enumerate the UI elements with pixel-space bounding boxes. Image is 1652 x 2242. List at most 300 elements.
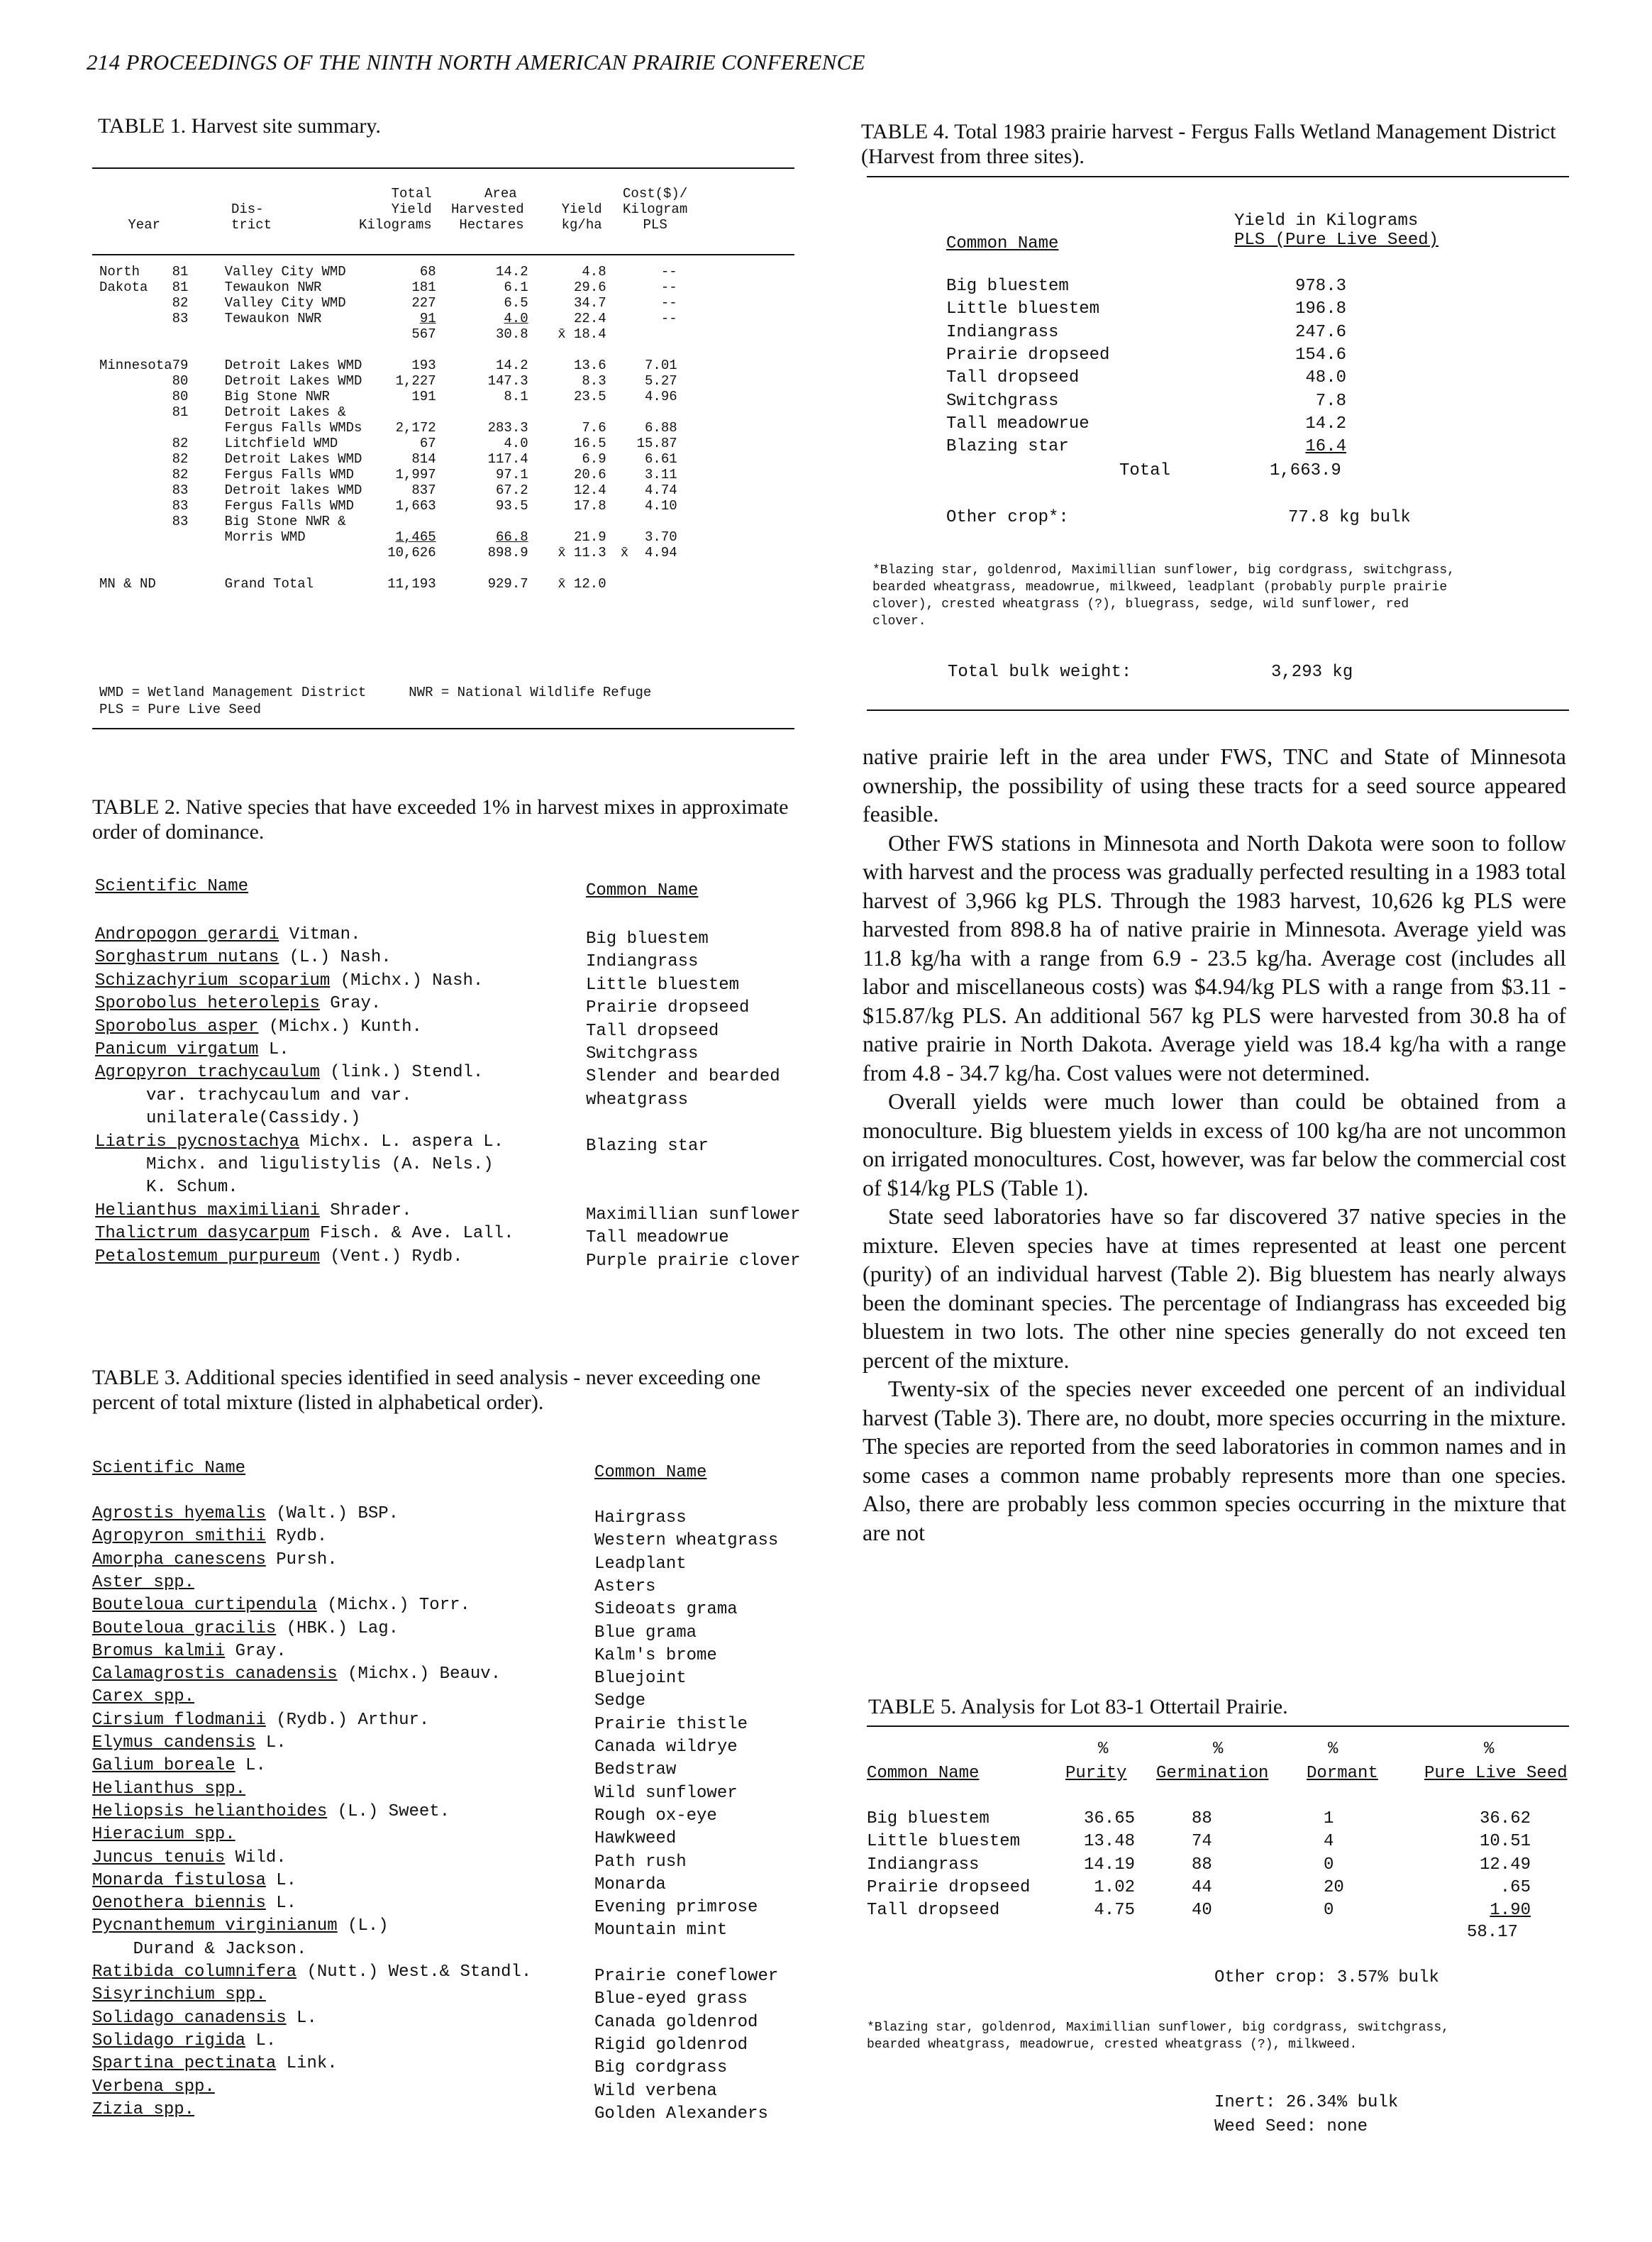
common-name: Big cordgrass	[594, 2058, 728, 2078]
authority: L.	[265, 1870, 297, 1890]
table4-bulk-label: Total bulk weight:	[948, 663, 1132, 682]
authority: Fisch. & Ave. Lall.	[309, 1224, 514, 1244]
table1-cell: 83	[172, 482, 189, 498]
table4-bulk-value: 3,293 kg	[1271, 663, 1353, 682]
table5-top-rule	[867, 1725, 1569, 1727]
paragraph: Twenty-six of the species never exceeded one percent of an individual harvest (Table 3). There are, no doubt, more species occurring in the mixture. The species are reported from the seed laboratories in common names and in some cases a common name probably represents more than one species. Also, there are probably less common species occurring in the mixture that are not	[863, 1376, 1566, 1545]
common-name: wheatgrass	[586, 1090, 689, 1110]
table5-cell: 1	[1324, 1809, 1334, 1828]
table2-row	[95, 1155, 494, 1174]
table5-cell: 12.49	[1479, 1855, 1531, 1874]
table1-cell: Grand Total	[224, 576, 314, 592]
table2-row	[95, 1017, 422, 1037]
table1-cell: 83	[172, 514, 189, 529]
table5-col-common: Common Name	[867, 1764, 980, 1783]
table1-cell: --	[660, 295, 677, 311]
table1-cell: 30.8	[496, 326, 528, 342]
table1-cell: 97.1	[496, 467, 528, 482]
table1-cell: 1,465	[395, 529, 436, 545]
table1-cell: 283.3	[487, 420, 528, 436]
scientific-name: Juncus tenuis	[92, 1848, 226, 1867]
table1-cell	[99, 389, 172, 404]
table1-cell	[436, 560, 528, 576]
common-name: Tall meadowrue	[586, 1228, 729, 1248]
table1-cell: 83	[172, 498, 189, 514]
table1-row	[99, 264, 684, 280]
table1-row	[99, 436, 684, 451]
table5-pct: %	[1098, 1740, 1109, 1759]
table5-cell: 14.19	[1083, 1855, 1135, 1874]
table1-cell: 6.61	[645, 451, 677, 467]
table1-cell: 67.2	[496, 482, 528, 498]
table3-row	[92, 1916, 389, 1935]
table2-row	[95, 1224, 514, 1243]
table2-row	[95, 1201, 411, 1220]
table3-row	[92, 1894, 296, 1913]
authority: L.	[286, 2008, 317, 2028]
scientific-name: Zizia spp.	[92, 2099, 195, 2119]
table5-cell: 0	[1324, 1855, 1334, 1874]
table1-cell: 3.11	[645, 467, 677, 482]
table1-cell: 6.9	[582, 451, 606, 467]
scientific-name: Petalostemum purpureum	[95, 1247, 320, 1266]
table1-cell: 1,227	[395, 373, 436, 389]
table4-total-value: 1,663.9	[1270, 461, 1341, 480]
table1-cell: Tewaukon NWR	[224, 311, 322, 326]
table5-cell: 88	[1192, 1855, 1212, 1874]
table5-inert: Inert: 26.34% bulk	[1214, 2093, 1399, 2112]
authority: L.	[265, 1894, 297, 1914]
common-name: Canada wildrye	[594, 1738, 738, 1757]
table1-cell: --	[660, 311, 677, 326]
table1-cell	[99, 342, 172, 358]
table3-row	[92, 1985, 266, 2004]
authority: Pursh.	[265, 1550, 338, 1569]
table1-cell: 10,626	[387, 545, 436, 560]
table1-cell: --	[660, 264, 677, 280]
scientific-name: Amorpha canescens	[92, 1550, 266, 1569]
table5-cell: 0	[1324, 1901, 1334, 1921]
table2-row	[95, 1132, 504, 1152]
table1-row	[99, 373, 684, 389]
authority: (Walt.) BSP.	[265, 1504, 399, 1523]
table2-row	[95, 1086, 411, 1105]
table1-cell	[528, 342, 606, 358]
table1-cell: 191	[411, 389, 436, 404]
table4-common-name: Prairie dropseed	[946, 345, 1110, 365]
table4-col-common: Common Name	[946, 234, 1059, 253]
authority: (Michx.) Nash.	[330, 971, 484, 990]
table3-row	[92, 1779, 245, 1799]
authority: (Vent.) Rydb.	[319, 1247, 463, 1266]
table2-row	[95, 948, 392, 967]
running-head: 214 PROCEEDINGS OF THE NINTH NORTH AMERICAN PRAIRIE CONFERENCE	[87, 50, 865, 74]
table5-footnote: *Blazing star, goldenrod, Maximillian sunflower, big cordgrass, switchgrass, bearded wheatgrass, meadowrue, crested wheatgrass (?), milkweed.	[867, 2021, 1449, 2052]
table1-cell: Detroit lakes WMD	[224, 482, 362, 498]
table5-cell: 10.51	[1479, 1832, 1531, 1852]
table5-pls-total: 58.17	[1467, 1923, 1519, 1942]
table3-row	[92, 2100, 194, 2119]
scientific-name: Thalictrum dasycarpum	[95, 1224, 310, 1244]
table3-row	[92, 2009, 317, 2028]
table1-cell: 8.1	[504, 389, 528, 404]
table1-cell: Detroit Lakes WMD	[224, 373, 362, 389]
scientific-name: Spartina pectinata	[92, 2054, 277, 2074]
table1-cell	[365, 560, 436, 576]
table1-cell: 21.9	[574, 529, 606, 545]
table1-cell: 6.1	[504, 280, 528, 295]
authority: Michx. L. aspera L.	[299, 1132, 504, 1152]
table1-cell: 1,663	[395, 498, 436, 514]
table4-yield-value: 154.6	[1295, 345, 1346, 365]
table1-cell: 1,997	[395, 467, 436, 482]
table1-cell: x̄ 11.3	[558, 545, 606, 560]
table5-other-crop: Other crop: 3.57% bulk	[1214, 1968, 1439, 1987]
table1-cell: 81	[172, 280, 189, 295]
table1-cell	[436, 514, 528, 529]
table1-row	[99, 420, 684, 436]
common-name: Bluejoint	[594, 1669, 687, 1689]
scientific-name: Agropyron smithii	[92, 1527, 266, 1547]
common-name: Prairie coneflower	[594, 1967, 779, 1986]
table1-cell: x̄ 18.4	[558, 326, 606, 342]
table1-cell	[99, 482, 172, 498]
authority: Vitman.	[279, 925, 361, 944]
table1-cell: 80	[172, 389, 189, 404]
common-name: Slender and bearded	[586, 1067, 780, 1087]
table5-cell: .65	[1499, 1877, 1531, 1897]
table1-cell	[216, 545, 365, 560]
authority: (L.) Sweet.	[327, 1801, 450, 1821]
table4-yield-value: 196.8	[1295, 299, 1346, 319]
table1-header-rule	[92, 254, 794, 255]
table1-cell: Litchfield WMD	[224, 436, 338, 451]
table5-cell: Prairie dropseed	[867, 1877, 1031, 1897]
table5-cell: 36.65	[1083, 1809, 1135, 1828]
table1-cell: 181	[411, 280, 436, 295]
table4-common-name: Little bluestem	[946, 299, 1100, 319]
table1-cell: 837	[411, 482, 436, 498]
table1-cell: 4.8	[582, 264, 606, 280]
common-name: Prairie thistle	[594, 1714, 748, 1734]
table5-cell: 1.90	[1490, 1901, 1531, 1921]
paragraph: native prairie left in the area under FWS, TNC and State of Minnesota ownership, the possibility of using these tracts for a seed source appeared feasible.	[863, 744, 1566, 827]
table3-row	[92, 1871, 296, 1890]
table5-cell: 44	[1192, 1877, 1212, 1897]
scientific-name: Panicum virgatum	[95, 1040, 259, 1059]
table5-col-germination: Germination	[1156, 1764, 1269, 1783]
authority: (Michx.) Kunth.	[258, 1017, 422, 1037]
table5-pct: %	[1213, 1740, 1224, 1759]
scientific-name: Solidago canadensis	[92, 2008, 287, 2028]
common-name: Hawkweed	[594, 1829, 677, 1849]
table1-cell: 81	[172, 264, 189, 280]
scientific-name: Agropyron trachycaulum	[95, 1063, 320, 1083]
authority: (Nutt.) West.& Standl.	[296, 1962, 532, 1982]
table5-cell: 1.02	[1094, 1877, 1135, 1897]
table1-row	[99, 467, 684, 482]
table5-caption: TABLE 5. Analysis for Lot 83-1 Ottertail Prairie.	[868, 1695, 1288, 1718]
table5-col-pls: Pure Live Seed	[1424, 1764, 1568, 1783]
table1-cell	[216, 342, 365, 358]
table1-cell	[99, 451, 172, 467]
table1-cell	[216, 326, 365, 342]
table1-cell: 4.0	[504, 311, 528, 326]
scientific-name: Oenothera biennis	[92, 1894, 266, 1914]
common-name: Blue grama	[594, 1623, 697, 1642]
table1-bottom-rule	[92, 728, 794, 729]
table1-cell: MN & ND	[99, 576, 156, 592]
table2-row	[95, 971, 483, 990]
authority: Gray.	[225, 1641, 287, 1661]
table1-row	[99, 545, 684, 560]
body-text	[863, 742, 1566, 1547]
table1-cell: 80	[172, 373, 189, 389]
authority: L.	[235, 1756, 266, 1776]
scientific-name: Bouteloua gracilis	[92, 1618, 277, 1638]
common-name: Path rush	[594, 1852, 687, 1872]
table5-cell: Little bluestem	[867, 1832, 1021, 1852]
table1-cell	[99, 514, 172, 529]
table1-row	[99, 529, 684, 545]
common-name: Maximillian sunflower	[586, 1205, 801, 1225]
authority: Link.	[276, 2054, 338, 2074]
table1-cell: Minnesota	[99, 358, 172, 373]
common-name: Switchgrass	[586, 1044, 699, 1064]
common-name: Blue-eyed grass	[594, 1989, 748, 2009]
common-name: Prairie dropseed	[586, 998, 750, 1018]
table1-row	[99, 326, 684, 342]
table1-cell: Tewaukon NWR	[224, 280, 322, 295]
authority: (L.) Nash.	[279, 948, 392, 968]
authority: (HBK.) Lag.	[276, 1618, 399, 1638]
table2-row	[95, 994, 381, 1013]
table1-cell: Fergus Falls WMD	[224, 467, 355, 482]
table1-row	[99, 295, 684, 311]
table1-caption: TABLE 1. Harvest site summary.	[98, 114, 381, 138]
table1-cell	[606, 560, 684, 576]
table1-cell: Fergus Falls WMDs	[224, 420, 362, 436]
table4-yield-value: 7.8	[1315, 391, 1346, 411]
table3-row	[92, 1802, 450, 1821]
table1-cell: 15.87	[636, 436, 677, 451]
table1-cell: 68	[419, 264, 436, 280]
common-name: Big bluestem	[586, 929, 709, 949]
table1-cell	[436, 342, 528, 358]
table1-footnotes: WMD = Wetland Management District NWR = National Wildlife Refuge PLS = Pure Live Seed	[99, 685, 652, 717]
scientific-name: Pycnanthemum virginianum	[92, 1916, 338, 1936]
table5-cell: 20	[1324, 1877, 1344, 1897]
table1-cell: 2,172	[395, 420, 436, 436]
paragraph: Other FWS stations in Minnesota and North Dakota were soon to follow with harvest and the process was gradually perfected resulting in a 1983 total harvest of 3,966 kg PLS. Through the 1983 harvest, 10,626 kg PLS were harvested from 898.8 ha of native prairie in Minnesota. Average yield was 11.8 kg/ha with a range from 6.9 - 23.5 kg/ha. Average cost (includes all labor and miscellaneous costs) was $4.94/kg PLS with a range from $3.11 - $15.87/kg PLS. An additional 567 kg PLS were harvested from 30.8 ha of native prairie in North Dakota. Average yield was 18.4 kg/ha with a range from 4.8 - 34.7 kg/ha. Cost values were not determined.	[863, 829, 1566, 1086]
table1-cell: Big Stone NWR	[224, 389, 330, 404]
common-name: Western wheatgrass	[594, 1531, 779, 1551]
table1-row	[99, 498, 684, 514]
scientific-name: Calamagrostis canadensis	[92, 1664, 338, 1684]
table1-cell: 3.70	[645, 529, 677, 545]
table3-row	[92, 1940, 306, 1959]
table1-cell	[99, 467, 172, 482]
authority: Wild.	[225, 1848, 287, 1867]
table1-cell: 227	[411, 295, 436, 311]
table3-row	[92, 2054, 338, 2073]
table1-cell	[99, 311, 172, 326]
table5-cell: Tall dropseed	[867, 1901, 1000, 1921]
table1-cell: 7.01	[645, 358, 677, 373]
table3-row	[92, 1642, 287, 1661]
table1-cell	[528, 560, 606, 576]
table1-cell	[606, 342, 684, 358]
common-name: Wild verbena	[594, 2081, 717, 2101]
table4-yield-value: 247.6	[1295, 322, 1346, 342]
authority: (Michx.) Beauv.	[337, 1664, 501, 1684]
common-name: Evening primrose	[594, 1898, 758, 1918]
table1-row	[99, 404, 684, 420]
common-name: Monarda	[594, 1874, 666, 1894]
table2-row	[95, 1247, 463, 1266]
table1-cell: 82	[172, 467, 189, 482]
table1-cell	[99, 295, 172, 311]
table1-cell	[606, 514, 684, 529]
scientific-name: Galium boreale	[92, 1756, 235, 1776]
table1-cell	[99, 498, 172, 514]
table1-cell: 83	[172, 311, 189, 326]
scientific-name: Helianthus spp.	[92, 1779, 246, 1799]
common-name: Purple prairie clover	[586, 1251, 801, 1271]
scientific-name: Bromus kalmii	[92, 1641, 226, 1661]
scientific-name: Heliopsis helianthoides	[92, 1801, 328, 1821]
table2-row	[95, 1178, 238, 1197]
authority: L.	[255, 1733, 287, 1752]
table1-cell: Big Stone NWR &	[224, 514, 346, 529]
table2-row	[95, 1063, 483, 1082]
table5-weed: Weed Seed: none	[1214, 2117, 1368, 2136]
table1-cell	[99, 420, 172, 436]
table4-common-name: Indiangrass	[946, 322, 1059, 342]
scientific-name: Bouteloua curtipendula	[92, 1596, 317, 1616]
table1-cell	[99, 326, 172, 342]
common-name: Golden Alexanders	[594, 2104, 768, 2124]
table1-cell	[99, 436, 172, 451]
table3-row	[92, 1573, 194, 1592]
table1-cell: 11,193	[387, 576, 436, 592]
table1-cell: x̄ 4.94	[620, 545, 677, 560]
table1-cell: 67	[419, 436, 436, 451]
common-name: Sedge	[594, 1691, 646, 1711]
scientific-name: Cirsium flodmanii	[92, 1710, 266, 1730]
table1-cell: 81	[172, 404, 189, 420]
table1-row	[99, 560, 684, 576]
scientific-name: Monarda fistulosa	[92, 1870, 266, 1890]
table3-row	[92, 1527, 327, 1546]
table5-cell: 4.75	[1094, 1901, 1135, 1921]
table5-col-dormant: Dormant	[1307, 1764, 1378, 1783]
authority: Shrader.	[319, 1200, 412, 1220]
table1-cell: x̄ 12.0	[558, 576, 606, 592]
scientific-name: Helianthus maximiliani	[95, 1200, 320, 1220]
table1-cell: 5.27	[645, 373, 677, 389]
table3-row	[92, 2077, 215, 2097]
table1-cell: 4.10	[645, 498, 677, 514]
scientific-name: Elymus candensis	[92, 1733, 256, 1752]
scientific-name: Verbena spp.	[92, 2077, 215, 2097]
table1-cell: 4.0	[504, 436, 528, 451]
paragraph: State seed laboratories have so far discovered 37 native species in the mixture. Eleven species have at times represented at least one percent (purity) of an individual harvest (Table 2). Big bluestem has nearly always been the dominant species. The percentage of Indiangrass has exceeded big bluestem in two lots. The other nine species generally do not exceed ten percent of the mixture.	[863, 1203, 1566, 1373]
table1-row	[99, 576, 684, 592]
table5-cell: 74	[1192, 1832, 1212, 1852]
authority: var. trachycaulum and var.	[95, 1086, 412, 1105]
table4-common-name: Tall meadowrue	[946, 414, 1090, 434]
common-name: Little bluestem	[586, 975, 740, 995]
authority: (Rydb.) Arthur.	[265, 1710, 430, 1730]
table1-cell	[172, 326, 216, 342]
common-name: Hairgrass	[594, 1508, 687, 1528]
table3-row	[92, 1962, 531, 1982]
table2-caption: TABLE 2. Native species that have exceeded 1% in harvest mixes in approximate order of dominance.	[92, 795, 789, 844]
table4-other-value: 77.8 kg bulk	[1288, 508, 1411, 527]
authority: Gray.	[319, 994, 382, 1014]
table4-other-label: Other crop*:	[946, 508, 1069, 527]
table1-cell: Detroit Lakes &	[224, 404, 346, 420]
table1-cell: 16.5	[574, 436, 606, 451]
table1-cell	[99, 404, 172, 420]
table4-common-name: Blazing star	[946, 437, 1069, 457]
table1-row	[99, 342, 684, 358]
table1-cell: 6.88	[645, 420, 677, 436]
authority: (L.)	[337, 1916, 389, 1936]
table1-cell: 7.6	[582, 420, 606, 436]
table1-cell	[606, 404, 684, 420]
scientific-name: Aster spp.	[92, 1572, 195, 1592]
authority: unilaterale(Cassidy.)	[95, 1109, 361, 1129]
table3-col-sci: Scientific Name	[92, 1459, 246, 1478]
table1-cell	[528, 404, 606, 420]
authority: (link.) Stendl.	[319, 1063, 484, 1083]
table2-row	[95, 1109, 360, 1128]
table2-col-sci: Scientific Name	[95, 877, 249, 896]
table1-cell: 13.6	[574, 358, 606, 373]
table3-row	[92, 1825, 235, 1844]
table1-cell: Valley City WMD	[224, 264, 346, 280]
common-name: Indiangrass	[586, 952, 699, 972]
table1-cell: 23.5	[574, 389, 606, 404]
table1-cell: 66.8	[496, 529, 528, 545]
scientific-name: Agrostis hyemalis	[92, 1504, 266, 1523]
table4-yield-value: 16.4	[1305, 437, 1346, 457]
table1-row	[99, 358, 684, 373]
table5-cell: Big bluestem	[867, 1809, 989, 1828]
table1-cell: 898.9	[487, 545, 528, 560]
table4-col-yield: Yield in Kilograms PLS (Pure Live Seed)	[1234, 211, 1439, 250]
table1-cell: 193	[411, 358, 436, 373]
authority: Durand & Jackson.	[92, 1939, 307, 1959]
table1-cell	[172, 529, 216, 545]
common-name: Kalm's brome	[594, 1645, 717, 1665]
table2-row	[95, 1040, 289, 1059]
table1-cell: 4.96	[645, 389, 677, 404]
table4-yield-value: 978.3	[1295, 277, 1346, 296]
common-name: Leadplant	[594, 1554, 687, 1574]
table5-cell: 40	[1192, 1901, 1212, 1921]
table3-row	[92, 1504, 399, 1523]
scientific-name: Hieracium spp.	[92, 1825, 235, 1845]
common-name: Tall dropseed	[586, 1021, 719, 1041]
table1-cell: 29.6	[574, 280, 606, 295]
table1-cell	[365, 514, 436, 529]
common-name: Rough ox-eye	[594, 1806, 717, 1826]
common-name: Wild sunflower	[594, 1783, 738, 1803]
table4-footnote: *Blazing star, goldenrod, Maximillian sunflower, big cordgrass, switchgrass, bearded wheatgrass, meadowrue, milkweed, leadplant (probably purple prairie clover), crested wheatgrass (?), bluegrass, sedge, wild sunflower, red clover.	[872, 563, 1455, 629]
